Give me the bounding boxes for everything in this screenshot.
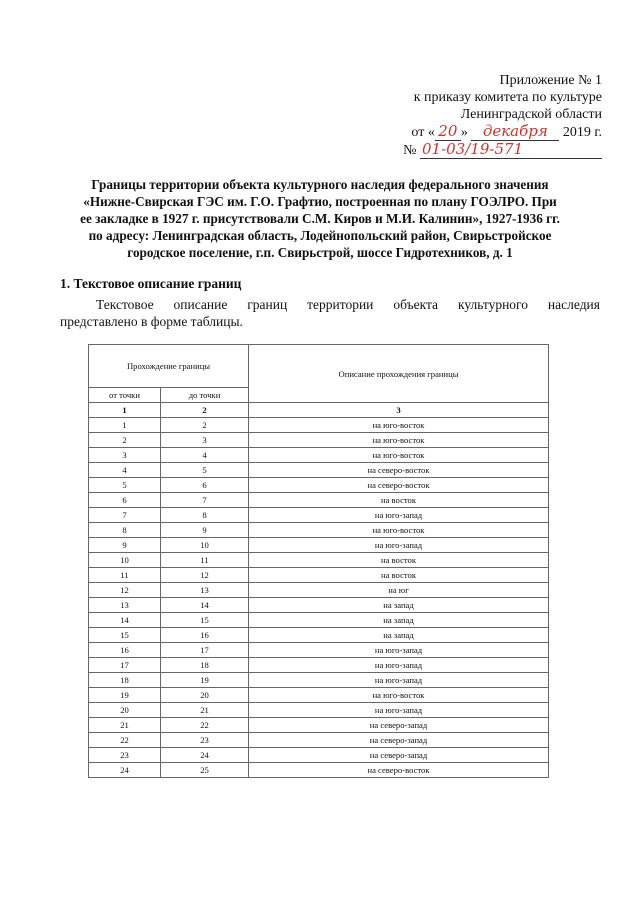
paragraph-line: Текстовое описание границ территории объекта культурного наследия xyxy=(96,297,600,312)
from-point-cell: 13 xyxy=(89,598,161,613)
table-row xyxy=(89,628,549,643)
table-row xyxy=(89,763,549,778)
to-point-cell: 17 xyxy=(161,643,249,658)
to-point-cell: 23 xyxy=(161,733,249,748)
table-row xyxy=(89,538,549,553)
title-line: Границы территории объекта культурного наследия федерального значения xyxy=(91,177,549,192)
date-month: декабря xyxy=(471,123,559,141)
to-point-cell: 22 xyxy=(161,718,249,733)
from-point-cell: 19 xyxy=(89,688,161,703)
direction-cell: на северо-запад xyxy=(249,733,549,748)
header-to-point: до точки xyxy=(161,388,249,403)
date-prefix: от « xyxy=(411,125,435,140)
to-point-cell: 6 xyxy=(161,478,249,493)
to-point-cell: 10 xyxy=(161,538,249,553)
header-from-point: от точки xyxy=(89,388,161,403)
to-point-cell: 15 xyxy=(161,613,249,628)
from-point-cell: 14 xyxy=(89,613,161,628)
table-row xyxy=(89,598,549,613)
to-point-cell: 20 xyxy=(161,688,249,703)
direction-cell: на северо-запад xyxy=(249,718,549,733)
from-point-cell: 10 xyxy=(89,553,161,568)
to-point-cell: 2 xyxy=(161,418,249,433)
from-point-cell: 24 xyxy=(89,763,161,778)
direction-cell: на юго-восток xyxy=(249,688,549,703)
from-point-cell: 8 xyxy=(89,523,161,538)
direction-cell: на юго-запад xyxy=(249,658,549,673)
table-row xyxy=(89,478,549,493)
number-prefix: № xyxy=(403,143,417,158)
table-row xyxy=(89,448,549,463)
to-point-cell: 14 xyxy=(161,598,249,613)
date-mid: » xyxy=(460,125,468,140)
from-point-cell: 6 xyxy=(89,493,161,508)
direction-cell: на северо-запад xyxy=(249,748,549,763)
from-point-cell: 21 xyxy=(89,718,161,733)
paragraph-line: представлено в форме таблицы. xyxy=(60,314,243,329)
from-point-cell: 12 xyxy=(89,583,161,598)
from-point-cell: 4 xyxy=(89,463,161,478)
table-row xyxy=(89,688,549,703)
to-point-cell: 19 xyxy=(161,673,249,688)
to-point-cell: 11 xyxy=(161,553,249,568)
date-day: 20 xyxy=(435,123,461,141)
from-point-cell: 3 xyxy=(89,448,161,463)
to-point-cell: 7 xyxy=(161,493,249,508)
direction-cell: на юг xyxy=(249,583,549,598)
table-row xyxy=(89,658,549,673)
direction-cell: на юго-восток xyxy=(249,448,549,463)
from-point-cell: 5 xyxy=(89,478,161,493)
title-line: городское поселение, г.п. Свирьстрой, шоссе Гидротехников, д. 1 xyxy=(127,245,513,260)
to-point-cell: 16 xyxy=(161,628,249,643)
direction-cell: на юго-восток xyxy=(249,433,549,448)
direction-cell: на юго-запад xyxy=(249,673,549,688)
table-row xyxy=(89,493,549,508)
table-row xyxy=(89,718,549,733)
to-point-cell: 24 xyxy=(161,748,249,763)
section-heading: 1. Текстовое описание границ xyxy=(60,276,242,291)
from-point-cell: 20 xyxy=(89,703,161,718)
table-row xyxy=(89,568,549,583)
document-title xyxy=(64,176,576,261)
from-point-cell: 7 xyxy=(89,508,161,523)
table-row xyxy=(89,418,549,433)
from-point-cell: 23 xyxy=(89,748,161,763)
direction-cell: на юго-запад xyxy=(249,538,549,553)
appendix-header xyxy=(362,72,602,159)
direction-cell: на запад xyxy=(249,628,549,643)
direction-cell: на восток xyxy=(249,568,549,583)
direction-cell: на запад xyxy=(249,598,549,613)
column-number: 2 xyxy=(161,403,249,418)
from-point-cell: 1 xyxy=(89,418,161,433)
from-point-cell: 9 xyxy=(89,538,161,553)
appendix-order-ref: к приказу комитета по культуре xyxy=(413,90,602,105)
to-point-cell: 12 xyxy=(161,568,249,583)
direction-cell: на юго-запад xyxy=(249,508,549,523)
header-description: Описание прохождения границы xyxy=(249,345,549,403)
table-row xyxy=(89,748,549,763)
title-line: по адресу: Ленинградская область, Лодейнопольский район, Свирьстройское xyxy=(88,228,552,243)
direction-cell: на северо-восток xyxy=(249,463,549,478)
to-point-cell: 18 xyxy=(161,658,249,673)
boundary-table xyxy=(88,344,549,778)
table-row xyxy=(89,433,549,448)
appendix-title: Приложение № 1 xyxy=(499,73,602,88)
to-point-cell: 4 xyxy=(161,448,249,463)
direction-cell: на запад xyxy=(249,613,549,628)
direction-cell: на юго-восток xyxy=(249,523,549,538)
table-row xyxy=(89,673,549,688)
to-point-cell: 9 xyxy=(161,523,249,538)
direction-cell: на восток xyxy=(249,553,549,568)
from-point-cell: 18 xyxy=(89,673,161,688)
appendix-region: Ленинградской области xyxy=(460,107,602,122)
table-row xyxy=(89,613,549,628)
table-row xyxy=(89,553,549,568)
section-paragraph xyxy=(60,296,600,330)
column-number: 3 xyxy=(249,403,549,418)
direction-cell: на юго-запад xyxy=(249,643,549,658)
from-point-cell: 2 xyxy=(89,433,161,448)
from-point-cell: 15 xyxy=(89,628,161,643)
to-point-cell: 3 xyxy=(161,433,249,448)
header-boundary-passage: Прохождение границы xyxy=(89,345,249,388)
to-point-cell: 21 xyxy=(161,703,249,718)
from-point-cell: 16 xyxy=(89,643,161,658)
table-row xyxy=(89,703,549,718)
appendix-number xyxy=(362,141,602,159)
to-point-cell: 13 xyxy=(161,583,249,598)
table-row xyxy=(89,523,549,538)
direction-cell: на северо-восток xyxy=(249,478,549,493)
table-row xyxy=(89,583,549,598)
table-row xyxy=(89,733,549,748)
from-point-cell: 11 xyxy=(89,568,161,583)
table-row xyxy=(89,643,549,658)
to-point-cell: 5 xyxy=(161,463,249,478)
direction-cell: на юго-запад xyxy=(249,703,549,718)
direction-cell: на северо-восток xyxy=(249,763,549,778)
direction-cell: на восток xyxy=(249,493,549,508)
to-point-cell: 8 xyxy=(161,508,249,523)
table-row xyxy=(89,463,549,478)
order-number: 01-03/19-571 xyxy=(420,141,602,159)
column-number: 1 xyxy=(89,403,161,418)
direction-cell: на юго-восток xyxy=(249,418,549,433)
table-row xyxy=(89,508,549,523)
title-line: ее закладке в 1927 г. присутствовали С.М. Киров и М.И. Калинин», 1927-1936 гг. xyxy=(80,211,560,226)
from-point-cell: 17 xyxy=(89,658,161,673)
title-line: «Нижне-Свирская ГЭС им. Г.О. Графтио, построенная по плану ГОЭЛРО. При xyxy=(83,194,557,209)
date-suffix: 2019 г. xyxy=(562,125,602,140)
to-point-cell: 25 xyxy=(161,763,249,778)
appendix-date xyxy=(362,123,602,141)
from-point-cell: 22 xyxy=(89,733,161,748)
